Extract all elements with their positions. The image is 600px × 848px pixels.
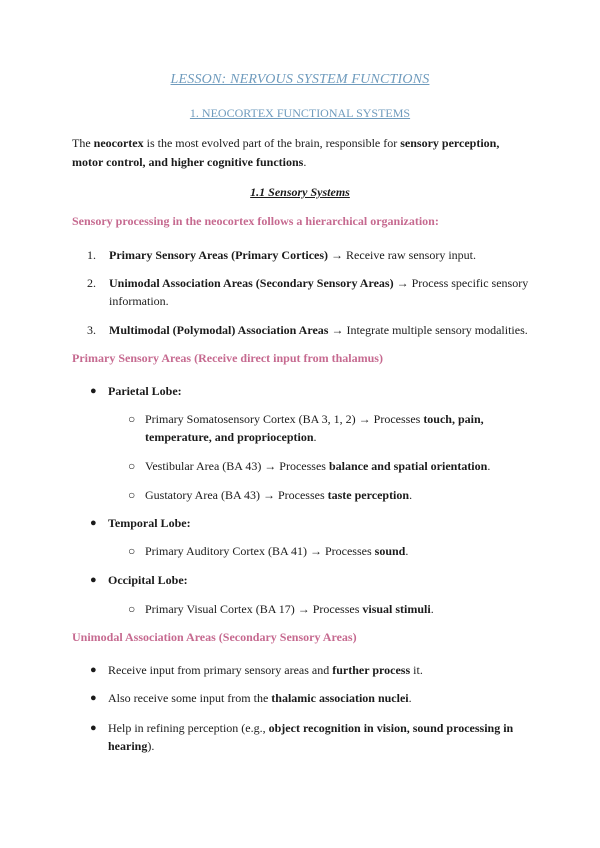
sub-bullet-icon: ○	[128, 544, 136, 558]
intro-paragraph: The neocortex is the most evolved part of the brain, responsible for sensory perception, motor control, and higher cognitive functions.	[72, 136, 500, 169]
bullet-icon: ●	[90, 692, 97, 704]
sub-bullet-icon: ○	[128, 459, 136, 473]
bullet-icon: ●	[90, 517, 97, 529]
sub-bullet-icon: ○	[128, 412, 136, 426]
temporal-lobe-label: Temporal Lobe:	[108, 516, 191, 530]
occipital-lobe-label: Occipital Lobe:	[108, 573, 188, 587]
bullet-icon: ●	[90, 385, 97, 397]
bullet-icon: ●	[90, 722, 97, 734]
hierarchy-heading: Sensory processing in the neocortex follows a hierarchical organization:	[72, 214, 439, 228]
section-title: 1. NEOCORTEX FUNCTIONAL SYSTEMS	[189, 106, 411, 120]
lesson-title: LESSON: NERVOUS SYSTEM FUNCTIONS	[170, 72, 430, 87]
subsection-title: 1.1 Sensory Systems	[250, 185, 350, 199]
bullet-icon: ●	[90, 574, 97, 586]
neocortex-term: neocortex	[93, 136, 144, 150]
parietal-lobe-label: Parietal Lobe:	[108, 384, 182, 398]
bullet-icon: ●	[90, 664, 97, 676]
primary-areas-heading: Primary Sensory Areas (Receive direct input from thalamus)	[72, 351, 383, 365]
sub-bullet-icon: ○	[128, 488, 136, 502]
sub-bullet-icon: ○	[128, 602, 136, 616]
neocortex-functions: sensory perception, motor control, and higher cognitive functions	[72, 136, 500, 169]
unimodal-heading: Unimodal Association Areas (Secondary Sensory Areas)	[72, 630, 357, 644]
document-page: LESSON: NERVOUS SYSTEM FUNCTIONS 1. NEOCORTEX FUNCTIONAL SYSTEMS The neocortex is the most evolved part of the brain, responsible for sensory perception, motor control, and higher cognitive functions. 1.1 Sensory Systems Sensory processing in the neocortex follows a hierarchical organization: 1. Primary Sensory Areas (Primary Cortices) → Receive raw sensory input. 2. Unimodal Association Areas (Secondary Sensory Areas) → Process specific sensory information. 3. Multimodal (Polymodal) Association Areas → Integrate multiple sensory modalities. Primary Sensory Areas (Receive direct input from thalamus) ● Parietal Lobe: ○ Primary Somatosensory Cortex (BA 3, 1, 2) → Processes touch, pain, temperature, and proprioception. ○ Vestibular Area (BA 43) → Processes balance and spatial orientation. ○ Gustatory Area (BA 43) → Processes taste perception. ● Temporal Lobe: ○ Primary Auditory Cortex (BA 41) → Processes sound. ● Occipital Lobe: ○ Primary Visual Cortex (BA 17) → Processes visual stimuli. Unimodal Association Areas (Secondary Sensory Areas) ● Receive input from primary sensory areas and further process it. ● Also receive some input from the thalamic association nuclei. ● Help in refining perception (e.g., object recognition in vision, sound processing in hearing).	[0, 0, 600, 848]
